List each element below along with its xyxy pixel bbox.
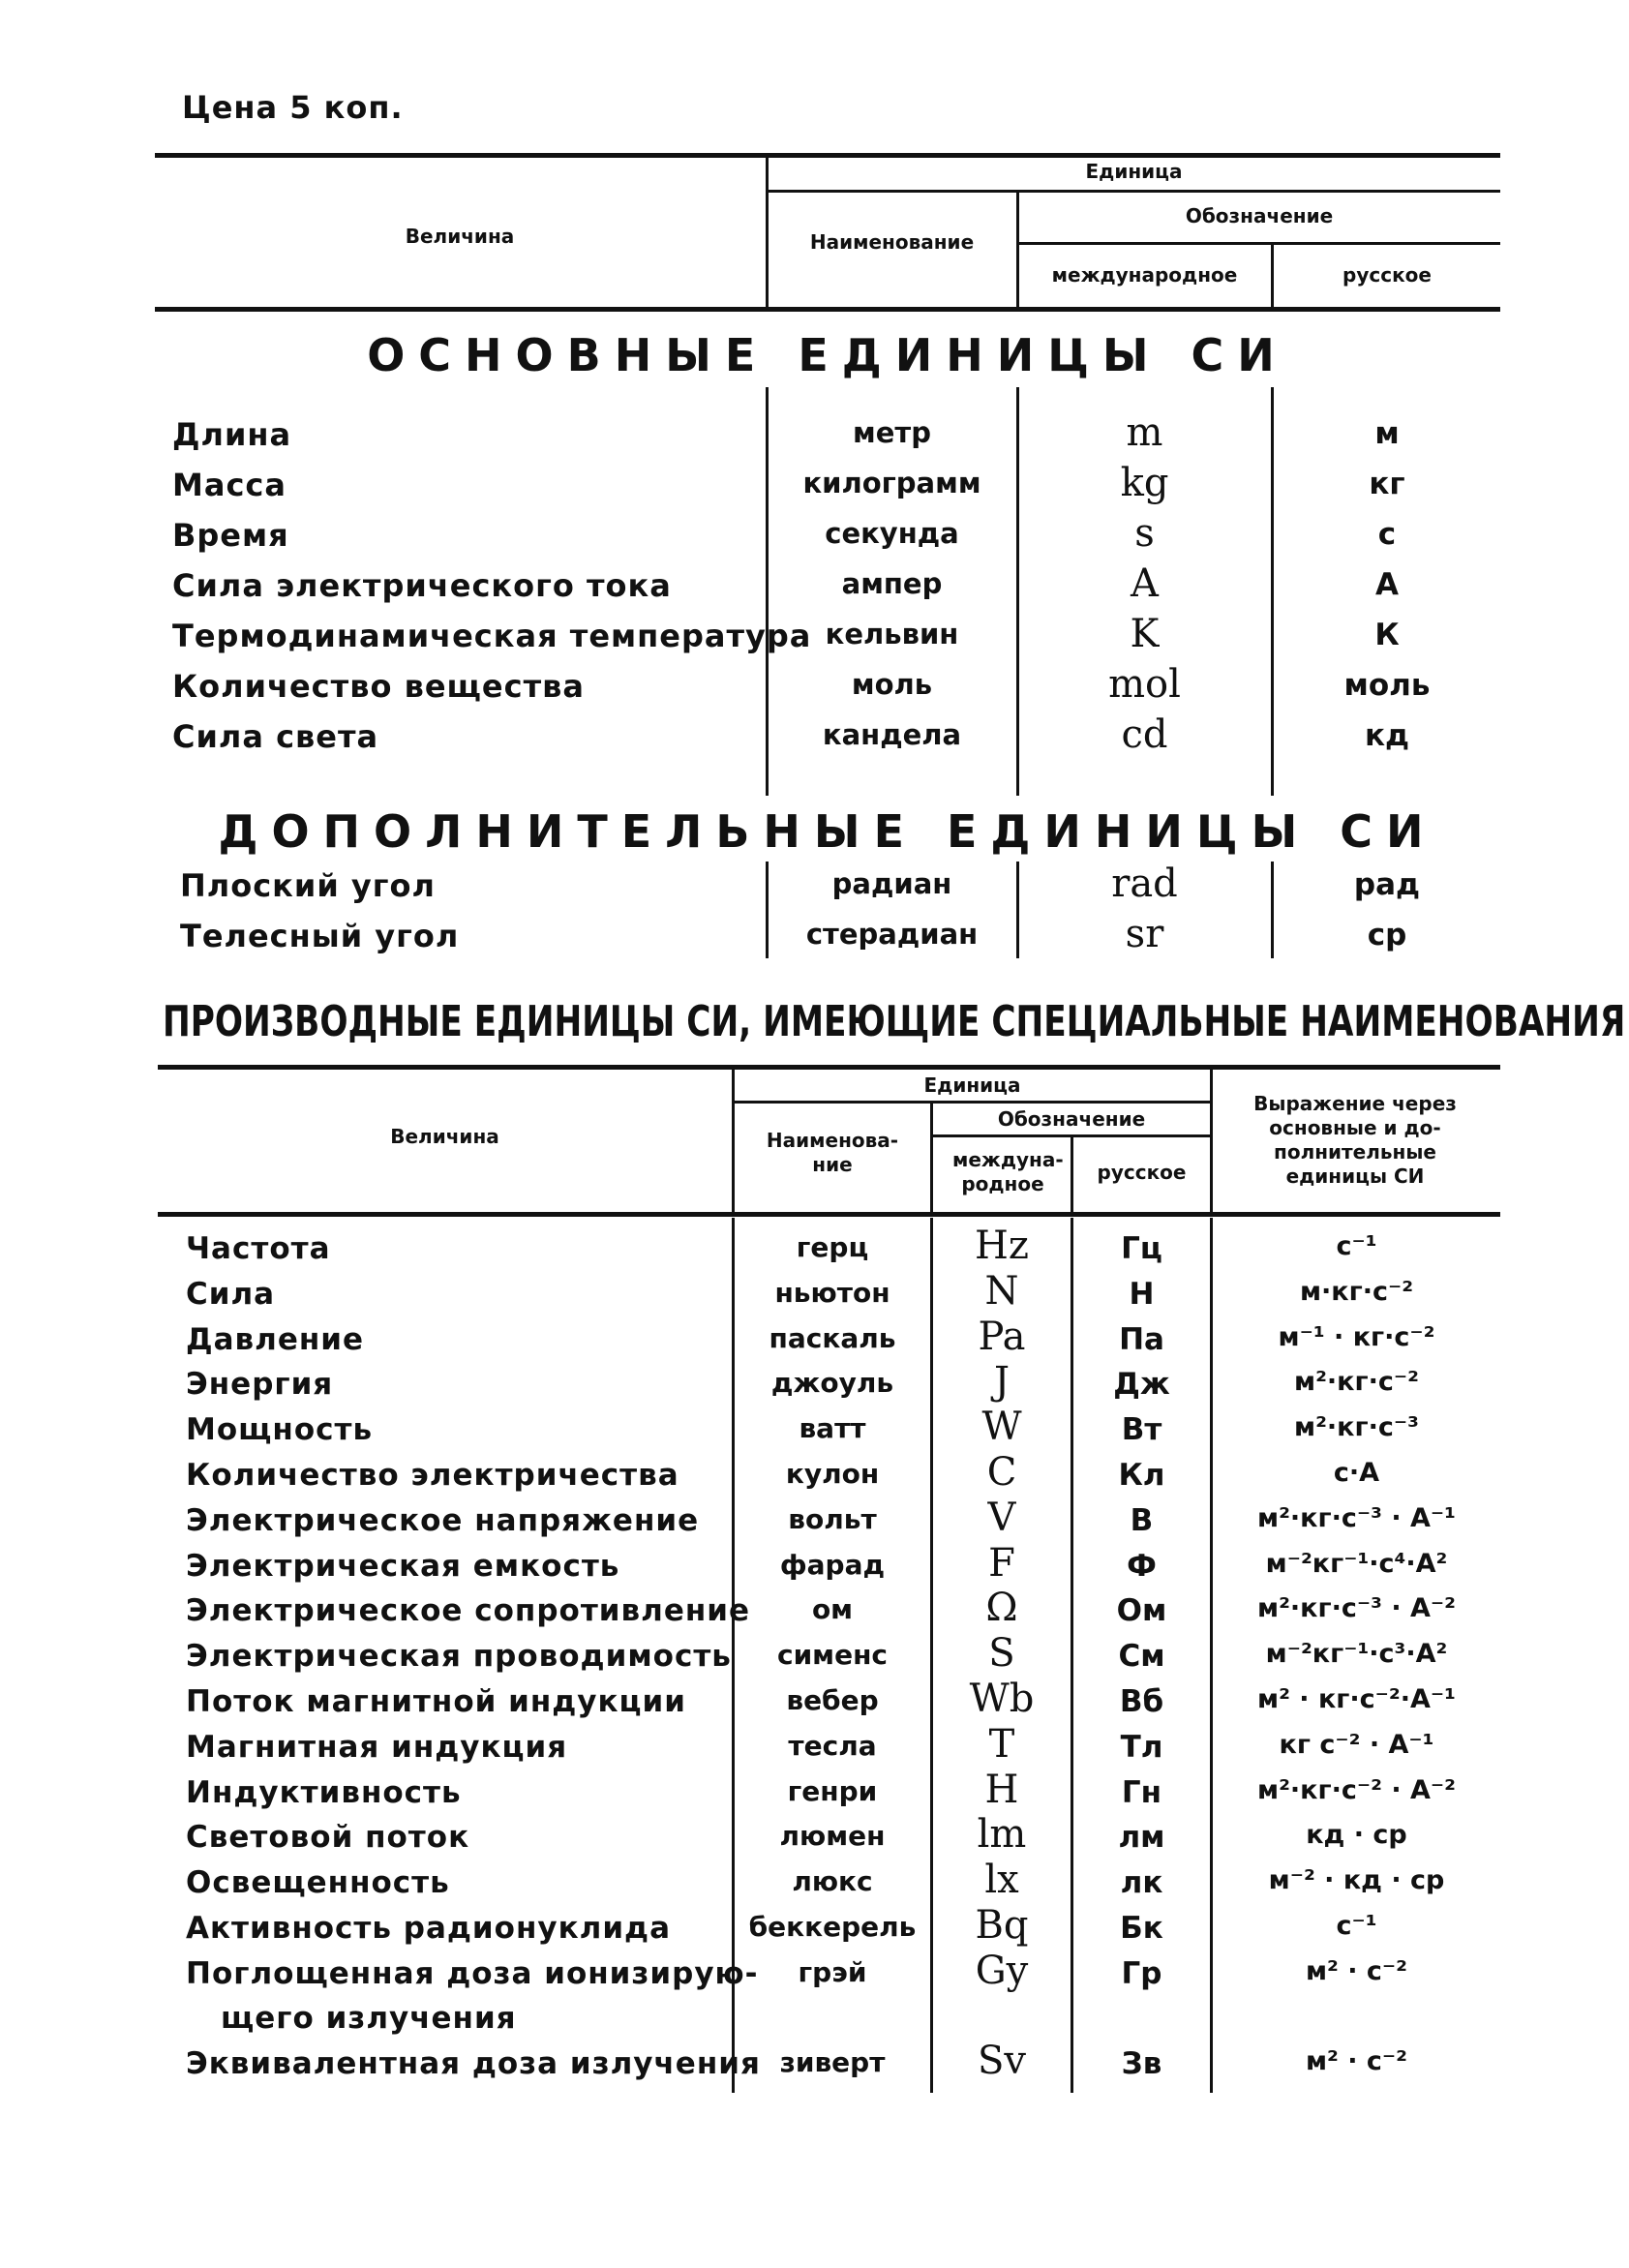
intl-symbol-cell: C bbox=[986, 1450, 1017, 1495]
intl-symbol-cell: sr bbox=[1125, 912, 1164, 956]
table-row bbox=[0, 612, 1629, 668]
table1-header-name: Наименование bbox=[809, 230, 975, 254]
unit-name-cell: кулон bbox=[785, 1458, 880, 1490]
intl-symbol-cell: Pa bbox=[978, 1314, 1026, 1359]
quantity-cell: Электрическая проводимость bbox=[186, 1639, 732, 1675]
unit-name-cell: моль bbox=[851, 668, 933, 701]
table1-unit-rule bbox=[768, 190, 1500, 193]
table2-header-bottom-rule bbox=[158, 1212, 1500, 1217]
table-row bbox=[0, 1314, 1629, 1373]
table-row bbox=[0, 912, 1629, 968]
unit-name-cell: генри bbox=[787, 1774, 878, 1807]
quantity-cell: Электрическое сопротивление bbox=[186, 1593, 751, 1629]
table2-header-unit: Единица bbox=[923, 1074, 1021, 1097]
intl-symbol-cell: N bbox=[984, 1268, 1019, 1314]
unit-name-cell: зиверт bbox=[779, 2045, 886, 2078]
expression-cell: м⁻² · кд · ср bbox=[1268, 1865, 1445, 1896]
rus-symbol-cell: моль bbox=[1343, 668, 1431, 703]
expression-cell: м²·кг·с⁻² · А⁻² bbox=[1257, 1774, 1456, 1805]
rus-symbol-cell: ср bbox=[1367, 918, 1407, 953]
table-row bbox=[0, 2038, 1629, 2097]
rus-symbol-cell: Гц bbox=[1121, 1231, 1162, 1266]
table1-header-unit: Единица bbox=[1085, 160, 1183, 183]
unit-name-cell: вольт bbox=[788, 1502, 877, 1535]
expression-cell: м²·кг·с⁻² bbox=[1294, 1367, 1419, 1398]
quantity-cell: Сила электрического тока bbox=[172, 567, 672, 604]
expression-cell: м⁻¹ · кг·с⁻² bbox=[1278, 1321, 1435, 1352]
quantity-cell: Энергия bbox=[186, 1367, 334, 1403]
quantity-cell: Освещенность bbox=[186, 1865, 450, 1901]
table1-header-international: международное bbox=[1051, 263, 1238, 287]
table-row bbox=[0, 1359, 1629, 1417]
quantity-cell: Количество вещества bbox=[172, 668, 585, 705]
table-row bbox=[0, 1677, 1629, 1735]
rus-symbol-cell: м bbox=[1374, 416, 1400, 451]
intl-symbol-cell: kg bbox=[1120, 461, 1169, 505]
table2-unit-rule bbox=[734, 1101, 1211, 1104]
expression-cell: с⁻¹ bbox=[1336, 1231, 1377, 1261]
unit-name-cell: кельвин bbox=[825, 618, 959, 650]
unit-name-cell: радиан bbox=[831, 867, 952, 900]
table2-header-international: междуна-родное bbox=[952, 1148, 1064, 1195]
expression-cell: м²·кг·с⁻³ · А⁻¹ bbox=[1257, 1502, 1456, 1533]
quantity-cell: Поглощенная доза ионизирую- bbox=[186, 1955, 759, 1991]
expression-cell: м²·кг·с⁻³ bbox=[1294, 1412, 1419, 1443]
rus-symbol-cell: См bbox=[1118, 1639, 1165, 1675]
unit-name-cell: килограмм bbox=[802, 467, 981, 499]
intl-symbol-cell: Gy bbox=[975, 1948, 1029, 1993]
table-row bbox=[0, 1812, 1629, 1870]
unit-name-cell: ньютон bbox=[774, 1276, 890, 1309]
table-row bbox=[0, 1721, 1629, 1780]
table1-top-rule bbox=[155, 153, 1500, 158]
rus-symbol-cell: А bbox=[1375, 567, 1399, 602]
expression-cell: м⁻²кг⁻¹·с³·А² bbox=[1265, 1639, 1448, 1670]
rus-symbol-cell: Кл bbox=[1118, 1458, 1165, 1493]
table-row bbox=[0, 1495, 1629, 1554]
intl-symbol-cell: F bbox=[988, 1540, 1015, 1586]
intl-symbol-cell: s bbox=[1134, 511, 1155, 556]
unit-name-cell: фарад bbox=[779, 1548, 886, 1581]
rus-symbol-cell: Н bbox=[1129, 1276, 1155, 1312]
table2-header-expression: Выражение через основные и до-полнительные единицы СИ bbox=[1253, 1092, 1457, 1188]
quantity-cell: Сила bbox=[186, 1276, 276, 1312]
unit-name-cell: ватт bbox=[799, 1412, 866, 1445]
intl-symbol-cell: J bbox=[993, 1359, 1011, 1405]
rus-symbol-cell: Бк bbox=[1120, 1911, 1163, 1946]
table-row bbox=[0, 1858, 1629, 1916]
rus-symbol-cell: Дж bbox=[1113, 1367, 1170, 1403]
intl-symbol-cell: mol bbox=[1108, 662, 1181, 707]
unit-name-cell: метр bbox=[853, 416, 931, 449]
rus-symbol-cell: Па bbox=[1119, 1321, 1164, 1357]
unit-name-cell: беккерель bbox=[748, 1911, 917, 1943]
intl-symbol-cell: lx bbox=[984, 1858, 1019, 1903]
quantity-cell: Электрическая емкость bbox=[186, 1548, 620, 1584]
intl-symbol-cell: H bbox=[984, 1767, 1019, 1812]
rus-symbol-cell: Гр bbox=[1121, 1955, 1162, 1991]
table2-header-quantity: Величина bbox=[390, 1125, 499, 1148]
table1-header-bottom-rule bbox=[155, 307, 1500, 312]
unit-name-cell: стерадиан bbox=[805, 918, 979, 951]
expression-cell: м² · кг·с⁻²·А⁻¹ bbox=[1257, 1684, 1456, 1714]
expression-cell: м·кг·с⁻² bbox=[1299, 1276, 1414, 1307]
rus-symbol-cell: кд bbox=[1364, 718, 1410, 753]
unit-name-cell: герц bbox=[796, 1231, 869, 1263]
expression-cell: м²·кг·с⁻³ · А⁻² bbox=[1257, 1593, 1456, 1624]
table2-top-rule bbox=[158, 1065, 1500, 1070]
quantity-cell: Мощность bbox=[186, 1412, 374, 1448]
quantity-cell: Активность радионуклида bbox=[186, 1911, 672, 1946]
quantity-cell: Сила света bbox=[172, 718, 379, 755]
expression-cell: м² · с⁻² bbox=[1305, 1955, 1408, 1986]
table2-header-russian: русское bbox=[1097, 1161, 1187, 1184]
expression-cell: м⁻²кг⁻¹·с⁴·А² bbox=[1265, 1548, 1448, 1579]
table-row bbox=[0, 461, 1629, 517]
table2-header-designation: Обозначение bbox=[997, 1107, 1146, 1131]
intl-symbol-cell: lm bbox=[977, 1812, 1027, 1858]
table-row bbox=[0, 1586, 1629, 1644]
expression-cell: кд · ср bbox=[1306, 1820, 1407, 1851]
table2-header-name: Наименова-ние bbox=[766, 1129, 899, 1176]
unit-name-cell: люкс bbox=[792, 1865, 873, 1898]
expression-cell: м² · с⁻² bbox=[1305, 2045, 1408, 2076]
quantity-cell: Плоский угол bbox=[180, 867, 436, 904]
section-title-base-units: ОСНОВНЫЕ ЕДИНИЦЫ СИ bbox=[367, 329, 1288, 381]
table-row bbox=[0, 1540, 1629, 1599]
rus-symbol-cell: Ом bbox=[1116, 1593, 1167, 1629]
rus-symbol-cell: с bbox=[1377, 517, 1397, 552]
unit-name-cell: секунда bbox=[825, 517, 959, 550]
unit-name-cell: вебер bbox=[786, 1684, 879, 1716]
quantity-cell: Магнитная индукция bbox=[186, 1729, 568, 1765]
intl-symbol-cell: A bbox=[1131, 561, 1159, 606]
table1-header-russian: русское bbox=[1342, 263, 1432, 287]
quantity-cell: Частота bbox=[186, 1231, 331, 1266]
expression-cell: с⁻¹ bbox=[1336, 1911, 1377, 1941]
unit-name-cell: грэй bbox=[798, 1955, 867, 1988]
quantity-cell: Длина bbox=[172, 416, 292, 453]
section-title-additional-units: ДОПОЛНИТЕЛЬНЫЕ ЕДИНИЦЫ СИ bbox=[218, 805, 1437, 858]
quantity-cell: Поток магнитной индукции bbox=[186, 1684, 686, 1719]
rus-symbol-cell: К bbox=[1374, 618, 1400, 652]
rus-symbol-cell: В bbox=[1130, 1502, 1154, 1538]
intl-symbol-cell: cd bbox=[1121, 712, 1168, 757]
table-row bbox=[0, 1948, 1629, 2036]
quantity-cell: Световой поток bbox=[186, 1820, 470, 1856]
expression-cell: с·А bbox=[1333, 1458, 1380, 1488]
table-row bbox=[0, 511, 1629, 567]
intl-symbol-cell: Hz bbox=[975, 1224, 1029, 1268]
table-row bbox=[0, 1903, 1629, 1961]
intl-symbol-cell: Ω bbox=[985, 1586, 1018, 1631]
rus-symbol-cell: Зв bbox=[1121, 2045, 1162, 2081]
quantity-cell: Масса bbox=[172, 467, 287, 503]
quantity-cell: Термодинамическая температура bbox=[172, 618, 812, 654]
intl-symbol-cell: m bbox=[1126, 410, 1163, 455]
expression-cell: кг с⁻² · А⁻¹ bbox=[1279, 1729, 1434, 1760]
table-row bbox=[0, 1268, 1629, 1327]
unit-name-cell: ом bbox=[811, 1593, 854, 1626]
table-row bbox=[0, 712, 1629, 769]
rus-symbol-cell: лм bbox=[1118, 1820, 1165, 1856]
table-row bbox=[0, 1450, 1629, 1508]
intl-symbol-cell: S bbox=[988, 1631, 1015, 1677]
rus-symbol-cell: Вт bbox=[1121, 1412, 1162, 1448]
quantity-cell: Давление bbox=[186, 1321, 365, 1357]
table-row bbox=[0, 1767, 1629, 1826]
quantity-cell: Количество электричества bbox=[186, 1458, 679, 1493]
unit-name-cell: сименс bbox=[776, 1639, 889, 1672]
section-title-derived-units: ПРОИЗВОДНЫЕ ЕДИНИЦЫ СИ, ИМЕЮЩИЕ СПЕЦИАЛЬНЫЕ НАИМЕНОВАНИЯ bbox=[163, 997, 1626, 1046]
table-row bbox=[0, 1405, 1629, 1463]
intl-symbol-cell: Sv bbox=[978, 2038, 1026, 2083]
table-row bbox=[0, 561, 1629, 618]
rus-symbol-cell: лк bbox=[1120, 1865, 1163, 1901]
quantity-cell: Эквивалентная доза излучения bbox=[186, 2045, 761, 2081]
table1-header-designation: Обозначение bbox=[1185, 204, 1334, 227]
quantity-cell: Телесный угол bbox=[180, 918, 460, 954]
rus-symbol-cell: кг bbox=[1369, 467, 1405, 501]
intl-symbol-cell: Wb bbox=[969, 1677, 1035, 1721]
unit-name-cell: паскаль bbox=[769, 1321, 896, 1354]
table-row bbox=[0, 410, 1629, 467]
quantity-cell: Электрическое напряжение bbox=[186, 1502, 700, 1538]
unit-name-cell: тесла bbox=[788, 1729, 877, 1762]
rus-symbol-cell: Тл bbox=[1120, 1729, 1163, 1765]
intl-symbol-cell: rad bbox=[1111, 862, 1178, 906]
intl-symbol-cell: T bbox=[988, 1721, 1015, 1767]
table1-header-quantity: Величина bbox=[405, 225, 515, 248]
rus-symbol-cell: Гн bbox=[1121, 1774, 1162, 1810]
intl-symbol-cell: W bbox=[981, 1405, 1022, 1450]
quantity-cell-continuation: щего излучения bbox=[221, 2000, 517, 2036]
unit-name-cell: кандела bbox=[822, 718, 962, 751]
intl-symbol-cell: Bq bbox=[975, 1903, 1029, 1948]
quantity-cell: Индуктивность bbox=[186, 1774, 462, 1810]
quantity-cell: Время bbox=[172, 517, 289, 554]
intl-symbol-cell: K bbox=[1130, 612, 1160, 656]
unit-name-cell: ампер bbox=[841, 567, 943, 600]
table2-header-vline-4 bbox=[1210, 1067, 1213, 1216]
table-row bbox=[0, 1224, 1629, 1282]
table-row bbox=[0, 1631, 1629, 1689]
intl-symbol-cell: V bbox=[987, 1495, 1016, 1540]
rus-symbol-cell: Ф bbox=[1127, 1548, 1157, 1584]
table-row bbox=[0, 862, 1629, 918]
price-label: Цена 5 коп. bbox=[182, 89, 404, 126]
table-row bbox=[0, 662, 1629, 718]
rus-symbol-cell: рад bbox=[1353, 867, 1421, 902]
unit-name-cell: джоуль bbox=[770, 1367, 894, 1400]
unit-name-cell: люмен bbox=[779, 1820, 886, 1853]
rus-symbol-cell: Вб bbox=[1119, 1684, 1164, 1719]
table1-designation-rule bbox=[1018, 242, 1500, 245]
